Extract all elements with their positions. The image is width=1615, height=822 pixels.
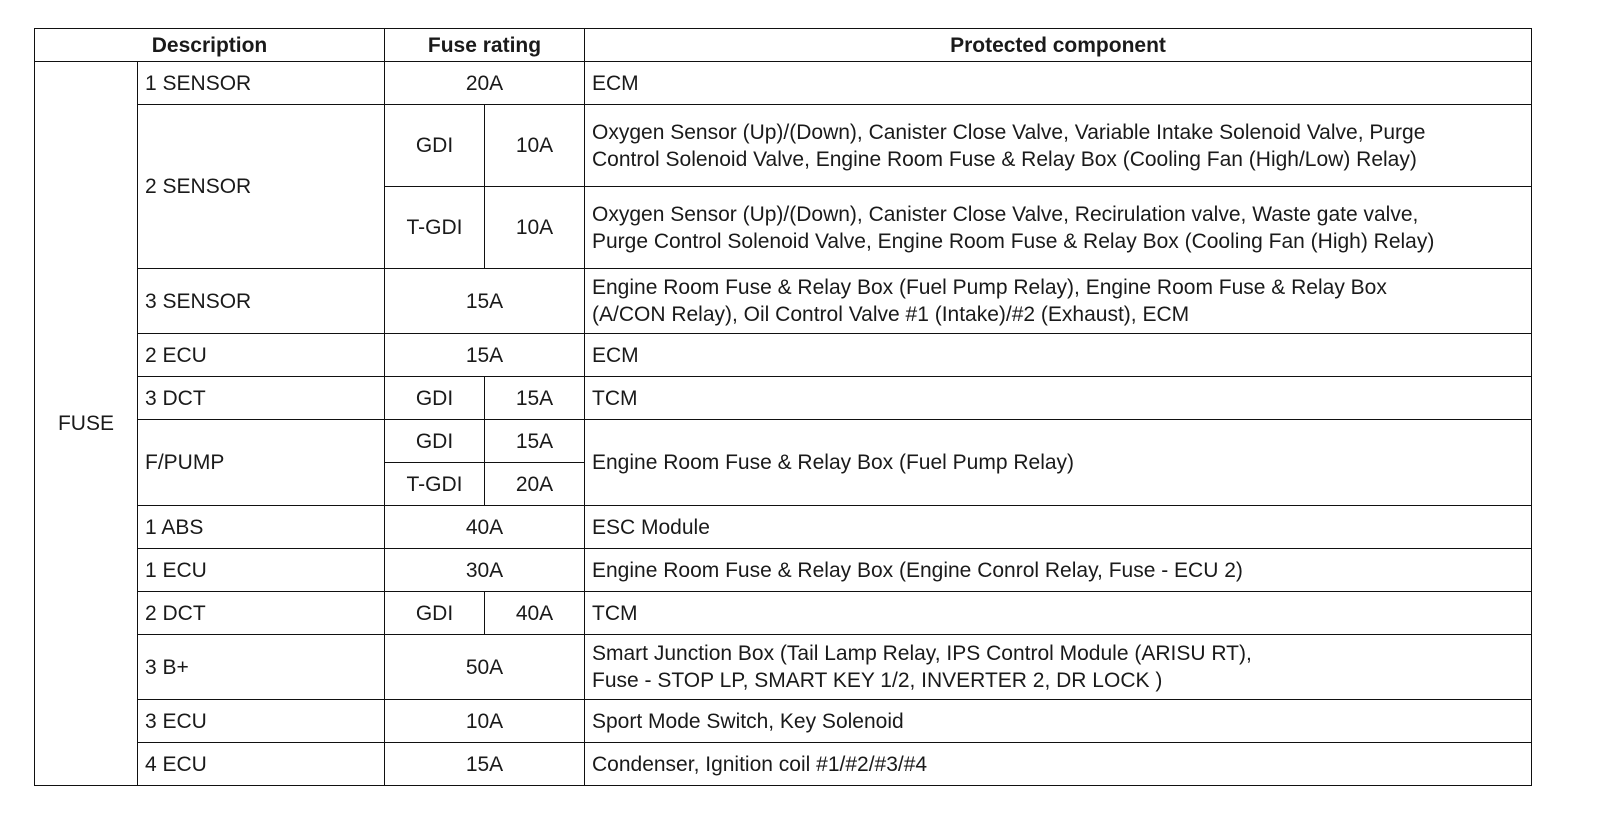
header-protected-component: Protected component — [585, 29, 1532, 62]
fuse-name: 2 DCT — [138, 592, 385, 635]
protected-component: Oxygen Sensor (Up)/(Down), Canister Close Valve, Recirulation valve, Waste gate valve, Purge Control Solenoid Valve, Engine Room Fuse & Relay Box (Cooling Fan (High) Relay) — [585, 187, 1532, 269]
fuse-rating: 40A — [485, 592, 585, 635]
protected-component: Engine Room Fuse & Relay Box (Fuel Pump Relay), Engine Room Fuse & Relay Box (A/CON Relay), Oil Control Valve #1 (Intake)/#2 (Exhaust), ECM — [585, 269, 1532, 334]
protected-component: Condenser, Ignition coil #1/#2/#3/#4 — [585, 743, 1532, 786]
fuse-rating: 50A — [385, 635, 585, 700]
fuse-name: F/PUMP — [138, 420, 385, 506]
fuse-name: 1 ECU — [138, 549, 385, 592]
protected-component: ECM — [585, 334, 1532, 377]
header-description: Description — [35, 29, 385, 62]
protected-component: Engine Room Fuse & Relay Box (Fuel Pump Relay) — [585, 420, 1532, 506]
protected-component: Oxygen Sensor (Up)/(Down), Canister Close Valve, Variable Intake Solenoid Valve, Purge Control Solenoid Valve, Engine Room Fuse & Relay Box (Cooling Fan (High/Low) Relay) — [585, 105, 1532, 187]
table-row — [35, 62, 1532, 105]
table-row — [35, 549, 1532, 592]
fuse-name: 1 ABS — [138, 506, 385, 549]
engine-type: GDI — [385, 377, 485, 420]
engine-type: GDI — [385, 420, 485, 463]
protected-component: Engine Room Fuse & Relay Box (Engine Conrol Relay, Fuse - ECU 2) — [585, 549, 1532, 592]
engine-type: GDI — [385, 592, 485, 635]
fuse-name: 2 ECU — [138, 334, 385, 377]
protected-component: Sport Mode Switch, Key Solenoid — [585, 700, 1532, 743]
fuse-name: 1 SENSOR — [138, 62, 385, 105]
group-label: FUSE — [35, 62, 138, 786]
table-row — [35, 377, 1532, 420]
fuse-name: 4 ECU — [138, 743, 385, 786]
fuse-name: 3 SENSOR — [138, 269, 385, 334]
fuse-rating: 10A — [485, 187, 585, 269]
fuse-rating: 10A — [485, 105, 585, 187]
table-row — [35, 743, 1532, 786]
table-row — [35, 506, 1532, 549]
table-row — [35, 334, 1532, 377]
table-row — [35, 105, 1532, 187]
table-row — [35, 592, 1532, 635]
fuse-name: 3 B+ — [138, 635, 385, 700]
protected-component: TCM — [585, 592, 1532, 635]
fuse-name: 2 SENSOR — [138, 105, 385, 269]
fuse-rating: 30A — [385, 549, 585, 592]
header-fuse-rating: Fuse rating — [385, 29, 585, 62]
table-row — [35, 635, 1532, 700]
engine-type: T-GDI — [385, 463, 485, 506]
fuse-table — [34, 28, 1532, 786]
table-row — [35, 269, 1532, 334]
fuse-rating: 20A — [385, 62, 585, 105]
protected-component: ESC Module — [585, 506, 1532, 549]
table-row — [35, 700, 1532, 743]
engine-type: GDI — [385, 105, 485, 187]
fuse-name: 3 DCT — [138, 377, 385, 420]
protected-component: TCM — [585, 377, 1532, 420]
fuse-rating: 15A — [485, 420, 585, 463]
protected-component: Smart Junction Box (Tail Lamp Relay, IPS Control Module (ARISU RT), Fuse - STOP LP, SMART KEY 1/2, INVERTER 2, DR LOCK ) — [585, 635, 1532, 700]
table-row — [35, 420, 1532, 463]
fuse-name: 3 ECU — [138, 700, 385, 743]
engine-type: T-GDI — [385, 187, 485, 269]
fuse-rating: 10A — [385, 700, 585, 743]
fuse-rating: 15A — [485, 377, 585, 420]
fuse-rating: 40A — [385, 506, 585, 549]
fuse-rating: 15A — [385, 743, 585, 786]
fuse-rating: 15A — [385, 334, 585, 377]
fuse-rating: 20A — [485, 463, 585, 506]
fuse-rating: 15A — [385, 269, 585, 334]
protected-component: ECM — [585, 62, 1532, 105]
